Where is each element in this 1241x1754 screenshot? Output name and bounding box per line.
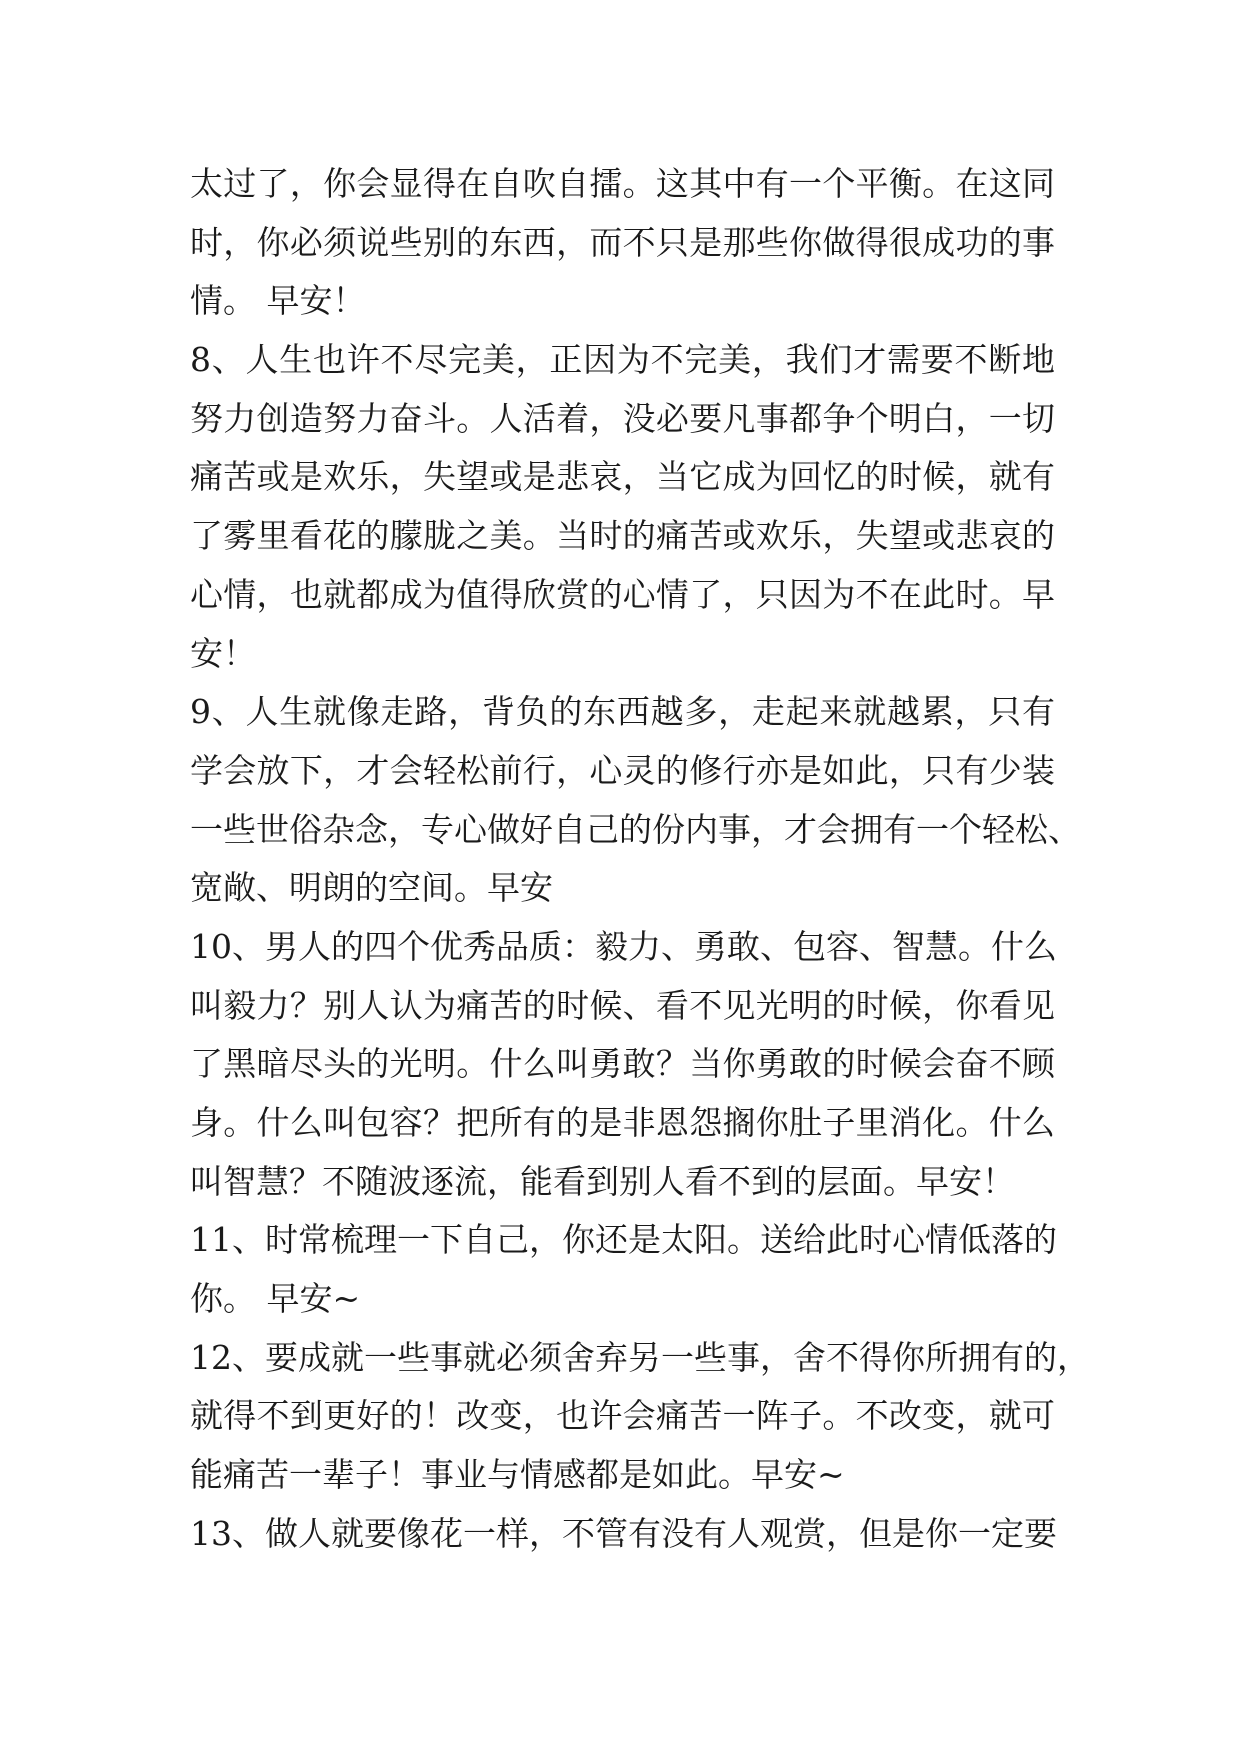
text-line: 能痛苦一辈子！事业与情感都是如此。早安~: [190, 1455, 845, 1495]
text-line: 叫毅力？别人认为痛苦的时候、看不见光明的时候，你看见: [190, 985, 1055, 1025]
text-line: 学会放下，才会轻松前行，心灵的修行亦是如此，只有少装: [190, 750, 1055, 790]
text-line: 努力创造努力奋斗。人活着，没必要凡事都争个明白，一切: [190, 398, 1055, 438]
text-line: 9、人生就像走路，背负的东西越多，走起来就越累，只有: [190, 692, 1055, 732]
text-line: 你。 早安~: [190, 1279, 361, 1319]
text-line: 了黑暗尽头的光明。什么叫勇敢？当你勇敢的时候会奋不顾: [190, 1044, 1055, 1084]
text-line: 安！: [190, 633, 256, 673]
text-line: 11、时常梳理一下自己，你还是太阳。送给此时心情低落的: [190, 1220, 1057, 1260]
text-line: 10、男人的四个优秀品质：毅力、勇敢、包容、智慧。什么: [190, 926, 1057, 966]
text-line: 痛苦或是欢乐，失望或是悲哀，当它成为回忆的时候，就有: [190, 457, 1055, 497]
text-line: 12、要成就一些事就必须舍弃另一些事，舍不得你所拥有的，: [190, 1337, 1090, 1377]
text-line: 叫智慧？不随波逐流，能看到别人看不到的层面。早安！: [190, 1161, 1015, 1201]
text-line: 一些世俗杂念，专心做好自己的份内事，才会拥有一个轻松、: [190, 809, 1081, 849]
text-line: 时，你必须说些别的东西，而不只是那些你做得很成功的事: [190, 222, 1055, 262]
text-line: 就得不到更好的！改变，也许会痛苦一阵子。不改变，就可: [190, 1396, 1055, 1436]
text-line: 身。什么叫包容？把所有的是非恩怨搁你肚子里消化。什么: [190, 1103, 1055, 1142]
text-line: 太过了，你会显得在自吹自擂。这其中有一个平衡。在这同: [190, 164, 1055, 203]
text-line: 情。 早安！: [190, 281, 366, 321]
text-line: 了雾里看花的朦胧之美。当时的痛苦或欢乐，失望或悲哀的: [190, 516, 1055, 556]
document-body: [190, 155, 1090, 1564]
text-line: 8、人生也许不尽完美，正因为不完美，我们才需要不断地: [190, 340, 1055, 380]
text-line: 心情，也就都成为值得欣赏的心情了，只因为不在此时。早: [190, 574, 1055, 614]
text-line: 宽敞、明朗的空间。早安: [190, 868, 553, 908]
text-line: 13、做人就要像花一样，不管有没有人观赏，但是你一定要: [190, 1513, 1057, 1553]
